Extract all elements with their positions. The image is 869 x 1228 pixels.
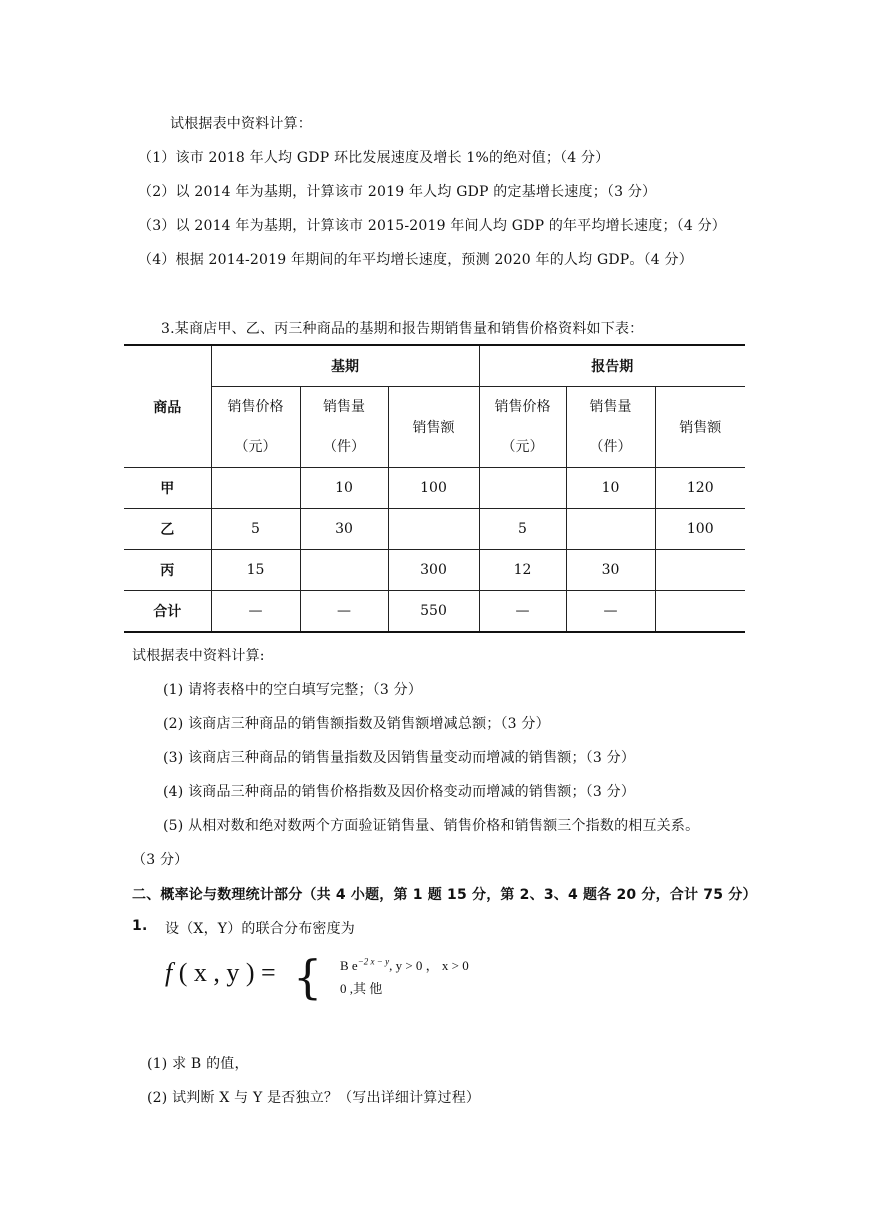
table-cell: 10 [566,468,655,509]
left-brace: { [293,950,323,1004]
table-row [124,509,745,550]
table-cell: — [300,591,388,633]
problem-1-number: 1. [132,918,148,934]
intro-text-2: 试根据表中资料计算: [132,648,265,664]
header-base-period: 基期 [211,345,479,387]
table-cell [655,591,745,633]
table-cell: 5 [479,509,566,550]
problem-1-part-1: (1) 求 B 的值， [147,1056,249,1072]
table-row [124,550,745,591]
problem-1-text: 设（X，Y）的联合分布密度为 [165,921,356,937]
table-cell: — [479,591,566,633]
row-label: 甲 [124,468,211,509]
table-cell: 30 [566,550,655,591]
sub-question-1: (1) 请将表格中的空白填写完整；（3 分） [163,682,423,698]
table-cell: 10 [300,468,388,509]
header-base-amount: 销售额 [388,387,479,468]
formula-function-name: f [165,958,173,987]
header-base-price: 销售价格 （元） [211,387,300,468]
question-item-4: （4）根据 2014-2019 年期间的年平均增长速度，预测 2020 年的人均 GDP。（4 分） [138,252,693,268]
table-cell: — [566,591,655,633]
header-report-price: 销售价格 （元） [479,387,566,468]
question-3-title: 3.某商店甲、乙、丙三种商品的基期和报告期销售量和销售价格资料如下表： [161,321,644,337]
table-cell: 15 [211,550,300,591]
table-cell: 550 [388,591,479,633]
table-cell: 300 [388,550,479,591]
row-label: 丙 [124,550,211,591]
table-cell: 12 [479,550,566,591]
formula-lhs [165,958,276,988]
question-item-2: （2）以 2014 年为基期，计算该市 2019 年人均 GDP 的定基增长速度；（3 分） [138,184,657,200]
question-item-1: （1）该市 2018 年人均 GDP 环比发展速度及增长 1%的绝对值；（4 分） [138,150,610,166]
table-cell [479,468,566,509]
table-cell: — [211,591,300,633]
table-cell [300,550,388,591]
sub-question-3: (3) 该商店三种商品的销售量指数及因销售量变动而增减的销售额；（3 分） [163,750,636,766]
row-label: 合计 [124,591,211,633]
problem-1-part-2: (2) 试判断 X 与 Y 是否独立？（写出详细计算过程） [147,1090,481,1106]
formula-arguments: ( x , y ) = [178,958,276,987]
header-base-qty: 销售量 （件） [300,387,388,468]
table-cell: 100 [388,468,479,509]
sales-table [124,344,745,633]
formula-case-2: 0 ,其 他 [340,981,383,996]
table-cell: 5 [211,509,300,550]
table-cell: 100 [655,509,745,550]
case-1-exponent: −2 x − y [357,956,390,967]
header-report-amount: 销售额 [655,387,745,468]
table-cell [388,509,479,550]
table-cell: 120 [655,468,745,509]
table-cell [655,550,745,591]
table-cell: 30 [300,509,388,550]
header-product: 商品 [124,345,211,468]
table-cell [566,509,655,550]
question-item-3: （3）以 2014 年为基期，计算该市 2015-2019 年间人均 GDP 的年平均增长速度；（4 分） [138,218,727,234]
sub-question-5-continued: （3 分） [132,852,189,868]
sub-question-5: (5) 从相对数和绝对数两个方面验证销售量、销售价格和销售额三个指数的相互关系。 [163,818,700,834]
case-1-condition: , y > 0 ， x > 0 [389,958,469,973]
formula-case-1 [340,955,469,974]
table-cell [211,468,300,509]
header-report-period: 报告期 [479,345,745,387]
sub-question-2: (2) 该商店三种商品的销售额指数及销售额增减总额；（3 分） [163,716,550,732]
section-2-heading: 二、概率论与数理统计部分（共 4 小题，第 1 题 15 分，第 2、3、4 题各 20 分，合计 75 分） [132,887,757,903]
sub-question-4: (4) 该商品三种商品的销售价格指数及因价格变动而增减的销售额；（3 分） [163,784,636,800]
table-row [124,468,745,509]
case-1-base: B e [340,958,358,973]
intro-text-1: 试根据表中资料计算： [170,116,312,132]
joint-density-formula [165,950,525,1010]
header-report-qty: 销售量 （件） [566,387,655,468]
table-row [124,591,745,633]
row-label: 乙 [124,509,211,550]
